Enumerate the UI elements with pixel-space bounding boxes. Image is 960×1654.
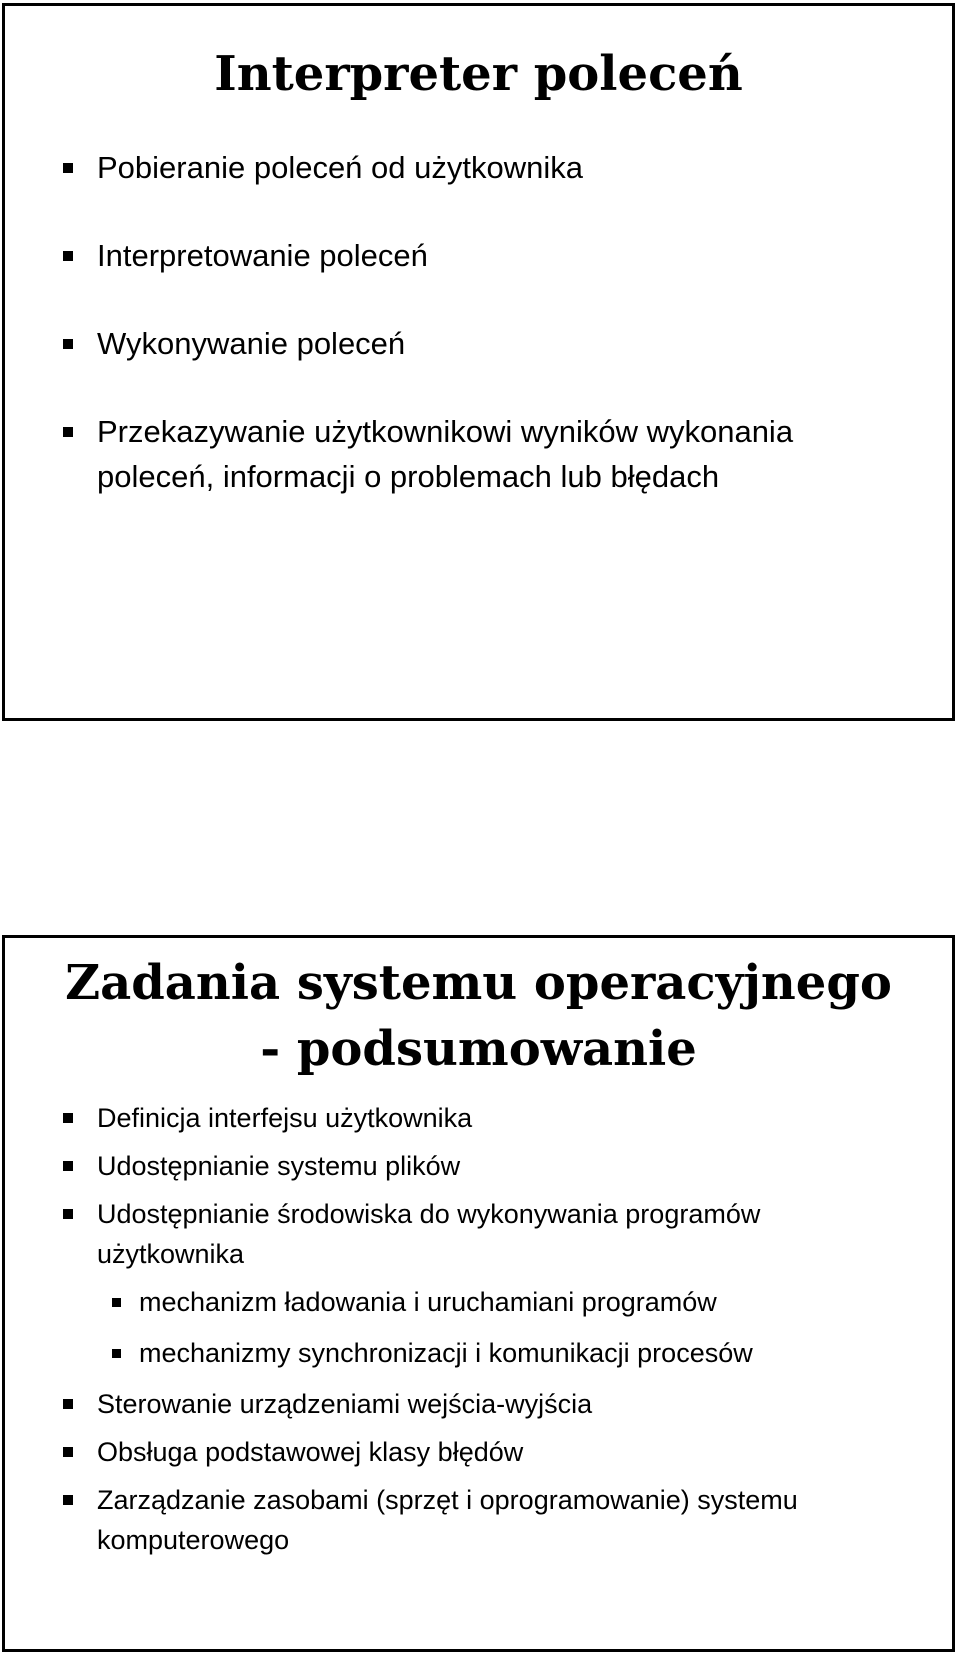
list-item-text: Pobieranie poleceń od użytkownika <box>97 150 583 185</box>
square-bullet-icon <box>63 1495 73 1505</box>
square-bullet-icon <box>63 1399 73 1409</box>
slide-title: Zadania systemu operacyjnego - podsumowanie <box>65 955 892 1077</box>
square-bullet-icon <box>63 163 73 173</box>
list-item-text: Obsługa podstawowej klasy błędów <box>97 1437 524 1467</box>
list-item <box>5 233 952 278</box>
list-item-text: Udostępnianie środowiska do wykonywania programów użytkownika <box>97 1199 761 1269</box>
list-item <box>5 145 952 190</box>
list-item-text: mechanizmy synchronizacji i komunikacji procesów <box>139 1338 753 1368</box>
list-item <box>5 1194 887 1274</box>
list-item <box>5 1480 857 1560</box>
list-item <box>5 1432 952 1472</box>
slide-title: Interpreter poleceń <box>214 46 743 102</box>
list-item-text: Udostępnianie systemu plików <box>97 1151 461 1181</box>
list-item <box>5 1384 952 1424</box>
list-item-text: Wykonywanie poleceń <box>97 326 406 361</box>
slide-interpreter <box>2 3 955 721</box>
square-bullet-icon <box>112 1298 121 1307</box>
square-bullet-icon <box>63 427 73 437</box>
list-item <box>5 409 917 499</box>
sub-list-item <box>5 1282 952 1322</box>
square-bullet-icon <box>63 339 73 349</box>
bullet-list <box>5 1098 952 1560</box>
list-item-text: mechanizm ładowania i uruchamiani programów <box>139 1287 717 1317</box>
list-item-text: Zarządzanie zasobami (sprzęt i oprogramowanie) systemu komputerowego <box>97 1485 798 1555</box>
list-item <box>5 1098 952 1138</box>
square-bullet-icon <box>63 1161 73 1171</box>
list-item <box>5 321 952 366</box>
square-bullet-icon <box>63 251 73 261</box>
list-item-text: Sterowanie urządzeniami wejścia-wyjścia <box>97 1389 593 1419</box>
sub-list-item <box>5 1333 952 1373</box>
list-item <box>5 1146 952 1186</box>
square-bullet-icon <box>63 1447 73 1457</box>
square-bullet-icon <box>112 1349 121 1358</box>
square-bullet-icon <box>63 1209 73 1219</box>
slide-summary <box>2 935 955 1652</box>
square-bullet-icon <box>63 1113 73 1123</box>
list-item-text: Definicja interfejsu użytkownika <box>97 1103 473 1133</box>
list-item-text: Przekazywanie użytkownikowi wyników wykonania poleceń, informacji o problemach lub błędach <box>97 414 794 494</box>
list-item-text: Interpretowanie poleceń <box>97 238 428 273</box>
bullet-list <box>5 145 952 499</box>
